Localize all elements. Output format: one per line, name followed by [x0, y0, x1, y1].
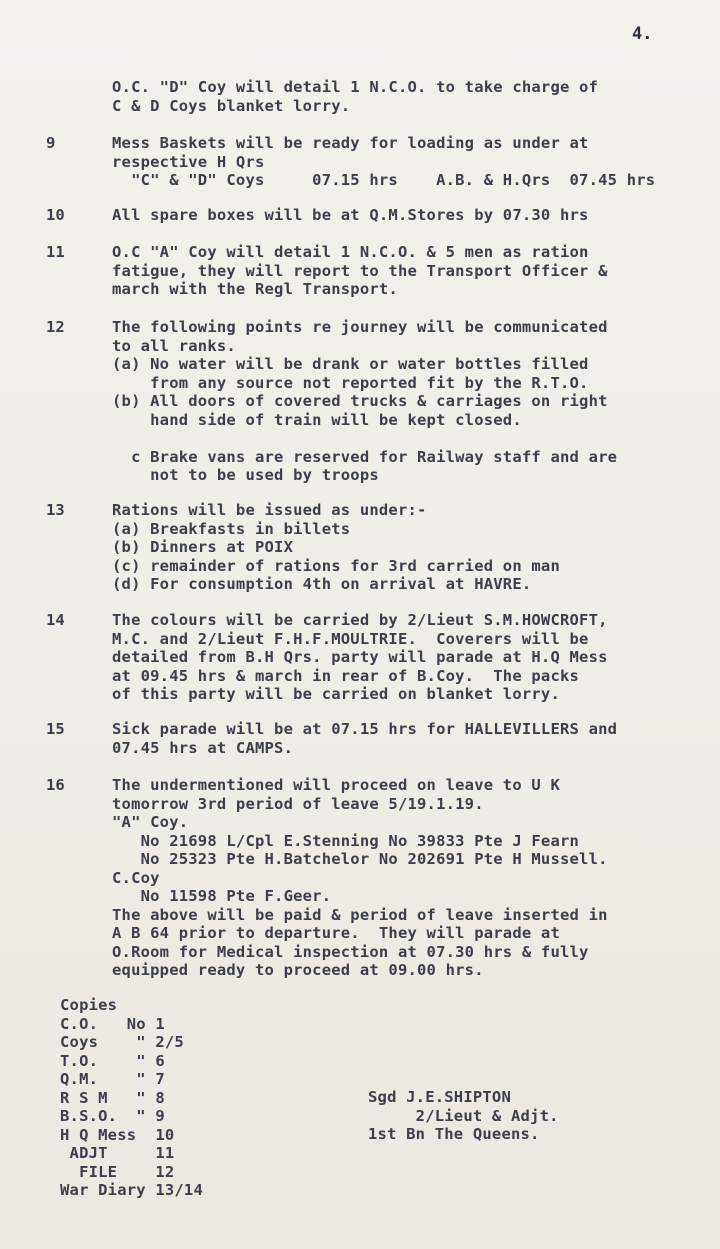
paragraph-line: to all ranks.	[112, 336, 236, 355]
paragraph-line: A B 64 prior to departure. They will parade at	[112, 924, 560, 942]
paragraph-line: (b) All doors of covered trucks & carriages on right	[112, 392, 608, 410]
signature-line: Sgd J.E.SHIPTON	[368, 1088, 511, 1106]
paragraph-line: All spare boxes will be at Q.M.Stores by 07.30 hrs	[112, 206, 589, 224]
intro-line: O.C. "D" Coy will detail 1 N.C.O. to take charge of	[112, 78, 599, 96]
paragraph-line: O.Room for Medical inspection at 07.30 hrs & fully	[112, 942, 589, 961]
paragraph-line: 07.45 hrs at CAMPS.	[112, 738, 294, 757]
paragraph-line: The undermentioned will proceed on leave to U K	[112, 776, 560, 794]
paragraph-line: Sick parade will be at 07.15 hrs for HALLEVILLERS and	[112, 720, 618, 738]
paragraph-number: 9	[46, 134, 56, 152]
paragraph-line: C.Coy	[112, 868, 160, 887]
paragraph-line: of this party will be carried on blanket lorry.	[112, 685, 560, 703]
paragraph-number: 12	[46, 318, 65, 336]
paragraph-line: O.C "A" Coy will detail 1 N.C.O. & 5 men as ration	[112, 243, 589, 261]
paragraph-line: "A" Coy.	[112, 813, 189, 831]
paragraph-line: No 11598 Pte F.Geer.	[112, 887, 332, 905]
paragraph-line: (c) remainder of rations for 3rd carried on man	[112, 556, 560, 575]
paragraph-line: tomorrow 3rd period of leave 5/19.1.19.	[112, 794, 484, 813]
paragraph-line: equipped ready to proceed at 09.00 hrs.	[112, 961, 484, 979]
copies-line: R S M " 8	[60, 1088, 165, 1107]
paragraph-line: (b) Dinners at POIX	[112, 538, 294, 556]
paragraph-line: Rations will be issued as under:-	[112, 501, 427, 519]
paragraph-number: 10	[46, 206, 65, 224]
paragraph-line: at 09.45 hrs & march in rear of B.Coy. The packs	[112, 666, 580, 685]
copies-line: T.O. " 6	[60, 1051, 165, 1070]
paragraph-line: detailed from B.H Qrs. party will parade at H.Q Mess	[112, 648, 608, 666]
paragraph-line: (a) No water will be drank or water bottles filled	[112, 355, 589, 373]
paragraph-number: 13	[46, 501, 65, 519]
copies-line: ADJT 11	[60, 1144, 175, 1162]
copies-line: H Q Mess 10	[60, 1125, 175, 1144]
paragraph-line: fatigue, they will report to the Transport Officer &	[112, 261, 608, 280]
paragraph-number: 14	[46, 611, 65, 629]
paragraph-number: 11	[46, 243, 65, 261]
copies-line: FILE 12	[60, 1162, 175, 1181]
page-number: 4.	[632, 24, 653, 44]
copies-line: Q.M. " 7	[60, 1070, 165, 1088]
paragraph-line: march with the Regl Transport.	[112, 280, 398, 298]
paragraph-line: The colours will be carried by 2/Lieut S.M.HOWCROFT,	[112, 611, 608, 629]
paragraph-line: c Brake vans are reserved for Railway staff and are	[112, 447, 618, 466]
paragraph-line: not to be used by troops	[112, 466, 379, 484]
paragraph-line: M.C. and 2/Lieut F.H.F.MOULTRIE. Coverers will be	[112, 629, 589, 648]
paragraph-line: Mess Baskets will be ready for loading as under at	[112, 134, 589, 152]
paragraph-line: The following points re journey will be communicated	[112, 318, 608, 336]
paragraph-line: "C" & "D" Coys 07.15 hrs A.B. & H.Qrs 07.45 hrs	[112, 171, 656, 189]
paragraph-line: respective H Qrs	[112, 152, 265, 171]
paragraph-line: No 25323 Pte H.Batchelor No 202691 Pte H Mussell.	[112, 850, 608, 868]
copies-line: B.S.O. " 9	[60, 1107, 165, 1125]
copies-line: C.O. No 1	[60, 1014, 165, 1033]
copies-line: Copies	[60, 996, 118, 1014]
paragraph-line: from any source not reported fit by the R.T.O.	[112, 373, 589, 392]
paragraph-line: The above will be paid & period of leave inserted in	[112, 905, 608, 924]
signature-line: 2/Lieut & Adjt.	[368, 1106, 559, 1125]
paragraph-number: 16	[46, 776, 65, 794]
signature-line: 1st Bn The Queens.	[368, 1125, 540, 1143]
copies-line: War Diary 13/14	[60, 1181, 203, 1199]
paragraph-line: (d) For consumption 4th on arrival at HAVRE.	[112, 575, 532, 593]
copies-line: Coys " 2/5	[60, 1033, 184, 1051]
paragraph-number: 15	[46, 720, 65, 738]
paragraph-line: hand side of train will be kept closed.	[112, 410, 522, 429]
paragraph-line: (a) Breakfasts in billets	[112, 519, 351, 538]
paragraph-line: No 21698 L/Cpl E.Stenning No 39833 Pte J Fearn	[112, 831, 580, 850]
intro-line: C & D Coys blanket lorry.	[112, 96, 351, 115]
